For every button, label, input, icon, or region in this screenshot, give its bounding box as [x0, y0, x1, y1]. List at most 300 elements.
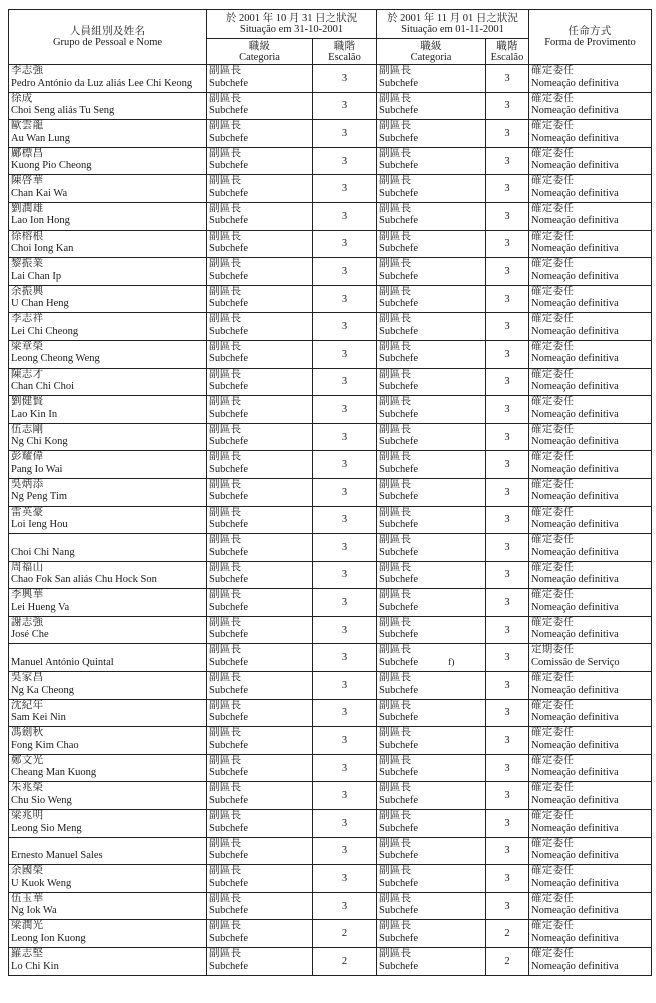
- name-zh: 陳志才: [11, 368, 44, 380]
- escalao-cell-1: 3: [313, 396, 377, 424]
- forma-pt: Nomeação definitiva: [531, 381, 619, 393]
- escalao-cell-1: 3: [313, 230, 377, 258]
- categoria-pt: Subchefe: [379, 243, 419, 255]
- forma-pt: Nomeação definitiva: [531, 932, 619, 944]
- forma-pt: Nomeação definitiva: [531, 822, 619, 834]
- name-cell: [9, 175, 207, 203]
- name-zh: [11, 644, 206, 657]
- categoria-cell-1: [207, 892, 313, 920]
- categoria-pt: Subchefe: [209, 850, 249, 862]
- name-cell: [9, 230, 207, 258]
- header-escalao-2-pt: Escalão: [490, 51, 524, 63]
- forma-cell: [529, 120, 652, 148]
- categoria-zh: 副區長: [209, 147, 242, 159]
- forma-pt: Nomeação definitiva: [531, 794, 619, 806]
- categoria-zh: 副區長: [379, 175, 412, 187]
- escalao-cell-2: 3: [486, 120, 529, 148]
- escalao-cell-1: 2: [313, 920, 377, 948]
- name-cell: [9, 727, 207, 755]
- escalao-cell-2: 2: [486, 920, 529, 948]
- categoria-cell-1: [207, 561, 313, 589]
- categoria-cell-2: [377, 616, 486, 644]
- escalao-cell-2: 3: [486, 451, 529, 479]
- name-cell: [9, 644, 207, 672]
- escalao-cell-1: 3: [313, 727, 377, 755]
- escalao-cell-2: 3: [486, 837, 529, 865]
- categoria-cell-2: [377, 837, 486, 865]
- categoria-pt: Subchefe: [209, 712, 249, 724]
- categoria-cell-1: [207, 258, 313, 286]
- forma-zh: 確定委任: [531, 810, 575, 822]
- forma-zh: 確定委任: [531, 368, 575, 380]
- categoria-zh: 副區長: [379, 837, 412, 849]
- table-row: [9, 810, 652, 838]
- name-zh: 鄭文光: [11, 754, 44, 766]
- name-pt: Choi Chi Nang: [11, 546, 75, 558]
- header-categoria-1-pt: Categoria: [239, 51, 280, 63]
- personnel-table: [8, 9, 652, 976]
- table-row: [9, 837, 652, 865]
- name-cell: [9, 258, 207, 286]
- categoria-pt: Subchefe: [379, 408, 419, 420]
- categoria-pt: Subchefe: [379, 822, 419, 834]
- categoria-zh: 副區長: [209, 589, 242, 601]
- escalao-cell-1: 3: [313, 616, 377, 644]
- categoria-pt: Subchefe: [209, 381, 249, 393]
- categoria-cell-2: [377, 230, 486, 258]
- name-cell: [9, 589, 207, 617]
- categoria-zh: 副區長: [209, 837, 242, 849]
- escalao-cell-1: 3: [313, 672, 377, 700]
- categoria-zh: 副區長: [209, 810, 242, 822]
- name-zh: 李志祥: [11, 313, 44, 325]
- categoria-cell-2: [377, 478, 486, 506]
- forma-cell: [529, 644, 652, 672]
- name-cell: [9, 65, 207, 93]
- categoria-cell-2: [377, 396, 486, 424]
- categoria-zh: 副區長: [209, 230, 242, 242]
- categoria-pt: Subchefe: [209, 739, 249, 751]
- forma-pt: Nomeação definitiva: [531, 215, 619, 227]
- name-pt: Lei Chi Cheong: [11, 325, 79, 337]
- name-zh: 謝志強: [11, 616, 44, 628]
- forma-cell: [529, 699, 652, 727]
- categoria-pt: Subchefe: [209, 519, 249, 530]
- categoria-pt: Subchefe: [209, 243, 249, 255]
- name-cell: [9, 92, 207, 120]
- forma-zh: 確定委任: [531, 313, 575, 325]
- header-categoria-1-zh: 職級: [248, 40, 271, 52]
- categoria-zh: 副區長: [209, 727, 242, 739]
- escalao-cell-2: 3: [486, 423, 529, 451]
- categoria-pt: Subchefe: [209, 491, 249, 503]
- categoria-pt: Subchefe: [209, 960, 249, 972]
- categoria-cell-2: [377, 534, 486, 562]
- forma-cell: [529, 368, 652, 396]
- header-situation-2-zh: 於 2001 年 11 月 01 日之狀況: [387, 13, 518, 24]
- name-pt: Ng Chi Kong: [11, 436, 68, 448]
- forma-cell: [529, 616, 652, 644]
- categoria-zh: 副區長: [209, 534, 242, 546]
- categoria-pt: Subchefe: [209, 546, 249, 558]
- escalao-cell-1: 3: [313, 258, 377, 286]
- forma-cell: [529, 920, 652, 948]
- name-pt: Ng Iok Wa: [11, 905, 57, 917]
- categoria-zh: 副區長: [209, 65, 242, 76]
- categoria-zh: 副區長: [209, 561, 242, 573]
- categoria-zh: 副區長: [379, 230, 412, 242]
- header-forma-column: [529, 10, 652, 65]
- name-zh: 梁潤光: [11, 920, 44, 932]
- categoria-pt: Subchefe: [209, 215, 249, 227]
- header-name-pt: Grupo de Pessoal e Nome: [52, 37, 163, 48]
- categoria-zh: 副區長: [209, 478, 242, 490]
- table-body: [9, 65, 652, 976]
- categoria-cell-1: [207, 147, 313, 175]
- header-escalao-2-zh: 職階: [496, 40, 518, 52]
- escalao-cell-2: 3: [486, 340, 529, 368]
- name-cell: [9, 561, 207, 589]
- escalao-cell-1: 2: [313, 948, 377, 976]
- categoria-pt: Subchefe: [379, 491, 419, 503]
- escalao-cell-2: 3: [486, 561, 529, 589]
- name-cell: [9, 616, 207, 644]
- categoria-pt: Subchefe: [379, 629, 419, 641]
- name-zh: 伍志剛: [11, 423, 44, 435]
- escalao-cell-1: 3: [313, 865, 377, 893]
- categoria-cell-2: [377, 423, 486, 451]
- name-pt: Lao Ion Hong: [11, 215, 70, 227]
- header-categoria-2-pt: Categoria: [410, 51, 452, 63]
- name-cell: [9, 285, 207, 313]
- forma-cell: [529, 506, 652, 534]
- categoria-cell-2: [377, 754, 486, 782]
- escalao-cell-1: 3: [313, 451, 377, 479]
- categoria-pt: Subchefe: [209, 877, 249, 889]
- escalao-cell-1: 3: [313, 534, 377, 562]
- name-pt: Loi Ieng Hou: [11, 519, 68, 530]
- categoria-pt: Subchefe: [209, 160, 249, 172]
- table-row: [9, 506, 652, 534]
- name-cell: [9, 368, 207, 396]
- name-cell: [9, 699, 207, 727]
- categoria-pt: Subchefe: [209, 187, 249, 199]
- header-escalao-2: [486, 39, 529, 65]
- categoria-cell-1: [207, 782, 313, 810]
- header-forma-zh: 任命方式: [568, 26, 612, 37]
- categoria-cell-1: [207, 368, 313, 396]
- escalao-cell-2: 3: [486, 506, 529, 534]
- categoria-cell-2: [377, 258, 486, 286]
- categoria-pt: Subchefe: [209, 629, 249, 641]
- escalao-cell-1: 3: [313, 340, 377, 368]
- name-zh: 徐榕根: [11, 230, 44, 242]
- escalao-cell-2: 3: [486, 202, 529, 230]
- name-zh: 周福山: [11, 561, 44, 573]
- categoria-zh: 副區長: [209, 754, 242, 766]
- categoria-cell-1: [207, 616, 313, 644]
- categoria-cell-1: [207, 396, 313, 424]
- forma-zh: 確定委任: [531, 285, 575, 297]
- categoria-cell-2: [377, 202, 486, 230]
- categoria-zh: 副區長: [209, 644, 242, 656]
- name-pt: Au Wan Lung: [11, 132, 71, 144]
- name-cell: [9, 865, 207, 893]
- forma-pt: Nomeação definitiva: [531, 160, 619, 172]
- categoria-zh: 副區長: [379, 285, 412, 297]
- name-cell: [9, 340, 207, 368]
- forma-pt: Nomeação definitiva: [531, 436, 619, 448]
- name-pt: Cheang Man Kuong: [11, 767, 97, 779]
- forma-pt: Nomeação definitiva: [531, 850, 619, 862]
- forma-zh: 確定委任: [531, 754, 575, 766]
- categoria-zh: 副區長: [209, 506, 242, 518]
- categoria-zh: 副區長: [379, 589, 412, 601]
- forma-cell: [529, 92, 652, 120]
- escalao-cell-1: 3: [313, 175, 377, 203]
- categoria-cell-1: [207, 865, 313, 893]
- escalao-cell-2: 3: [486, 810, 529, 838]
- categoria-cell-2: [377, 782, 486, 810]
- categoria-zh: 副區長: [379, 451, 412, 463]
- table-row: [9, 534, 652, 562]
- escalao-cell-2: 3: [486, 368, 529, 396]
- name-pt: Ng Peng Tim: [11, 491, 68, 503]
- forma-cell: [529, 451, 652, 479]
- categoria-pt: Subchefe: [379, 574, 419, 586]
- categoria-pt: Subchefe: [209, 794, 249, 806]
- escalao-cell-1: 3: [313, 147, 377, 175]
- escalao-cell-1: 3: [313, 65, 377, 93]
- forma-pt: Nomeação definitiva: [531, 105, 619, 117]
- categoria-zh: 副區長: [379, 534, 412, 546]
- escalao-cell-2: 2: [486, 948, 529, 976]
- name-zh: [11, 534, 206, 547]
- categoria-cell-1: [207, 727, 313, 755]
- table-row: [9, 616, 652, 644]
- escalao-cell-1: 3: [313, 202, 377, 230]
- escalao-cell-1: 3: [313, 506, 377, 534]
- categoria-zh: 副區長: [379, 423, 412, 435]
- forma-cell: [529, 837, 652, 865]
- name-cell: [9, 147, 207, 175]
- categoria-zh: 副區長: [209, 782, 242, 794]
- forma-cell: [529, 396, 652, 424]
- name-pt: Pang Io Wai: [11, 463, 63, 475]
- categoria-zh: 副區長: [209, 892, 242, 904]
- categoria-cell-2: [377, 892, 486, 920]
- forma-zh: 確定委任: [531, 258, 575, 270]
- categoria-pt: Subchefe: [379, 160, 419, 172]
- categoria-zh: 副區長: [379, 92, 412, 104]
- categoria-zh: 副區長: [379, 396, 412, 408]
- categoria-zh: 副區長: [209, 699, 242, 711]
- escalao-cell-2: 3: [486, 892, 529, 920]
- categoria-cell-2: [377, 120, 486, 148]
- categoria-pt: Subchefe: [209, 932, 249, 944]
- escalao-cell-2: 3: [486, 285, 529, 313]
- categoria-zh: 副區長: [209, 948, 242, 959]
- categoria-zh: 副區長: [379, 368, 412, 380]
- table-row: [9, 340, 652, 368]
- name-zh: 雷英豪: [11, 506, 44, 518]
- name-cell: [9, 920, 207, 948]
- escalao-cell-1: 3: [313, 561, 377, 589]
- categoria-zh: 副區長: [209, 451, 242, 463]
- forma-zh: 確定委任: [531, 230, 575, 242]
- name-pt: Chan Kai Wa: [11, 187, 68, 199]
- escalao-cell-2: 3: [486, 616, 529, 644]
- forma-cell: [529, 865, 652, 893]
- table-row: [9, 920, 652, 948]
- table-row: [9, 782, 652, 810]
- table-row: [9, 589, 652, 617]
- name-zh: 徐成: [11, 92, 33, 104]
- categoria-cell-2: [377, 865, 486, 893]
- categoria-cell-1: [207, 423, 313, 451]
- escalao-cell-2: 3: [486, 313, 529, 341]
- forma-zh: 確定委任: [531, 616, 575, 628]
- categoria-zh: 副區長: [379, 644, 412, 656]
- forma-zh: 確定委任: [531, 120, 575, 132]
- forma-pt: Nomeação definitiva: [531, 519, 619, 530]
- escalao-cell-1: 3: [313, 423, 377, 451]
- forma-zh: 確定委任: [531, 589, 575, 601]
- name-zh: 陳啓華: [11, 175, 44, 187]
- categoria-cell-1: [207, 837, 313, 865]
- forma-pt: Nomeação definitiva: [531, 877, 619, 889]
- categoria-pt: Subchefe: [209, 767, 249, 779]
- categoria-pt: Subchefe: [209, 298, 249, 310]
- categoria-cell-2: [377, 672, 486, 700]
- forma-zh: 確定委任: [531, 534, 575, 546]
- forma-zh: 確定委任: [531, 782, 575, 794]
- forma-pt: Nomeação definitiva: [531, 270, 619, 282]
- name-zh: 劉潤雄: [11, 202, 44, 214]
- categoria-zh: 副區長: [209, 258, 242, 270]
- escalao-cell-2: 3: [486, 230, 529, 258]
- name-pt: Leong Ion Kuong: [11, 932, 86, 944]
- forma-cell: [529, 423, 652, 451]
- escalao-cell-2: 3: [486, 865, 529, 893]
- categoria-cell-2: [377, 948, 486, 976]
- escalao-cell-2: 3: [486, 644, 529, 672]
- categoria-pt: Subchefe: [379, 519, 419, 530]
- forma-pt: Nomeação definitiva: [531, 325, 619, 337]
- categoria-cell-2: [377, 313, 486, 341]
- name-zh: 馮劍秋: [11, 727, 44, 739]
- categoria-zh: 副區長: [379, 810, 412, 822]
- header-situation-1-zh: 於 2001 年 10 月 31 日之狀況: [225, 13, 358, 24]
- categoria-cell-2: [377, 175, 486, 203]
- header-forma-pt: Forma de Provimento: [544, 37, 636, 48]
- forma-zh: 確定委任: [531, 672, 575, 684]
- categoria-pt: Subchefe: [379, 298, 419, 310]
- categoria-cell-1: [207, 506, 313, 534]
- escalao-cell-1: 3: [313, 644, 377, 672]
- header-situation-1-pt: Situação em 31-10-2001: [239, 24, 344, 35]
- forma-pt: Nomeação definitiva: [531, 243, 619, 255]
- table-row: [9, 175, 652, 203]
- categoria-pt: Subchefe: [379, 436, 419, 448]
- categoria-pt: Subchefe: [209, 325, 249, 337]
- categoria-zh: 副區長: [209, 672, 242, 684]
- categoria-pt: Subchefe: [209, 436, 249, 448]
- categoria-pt: Subchefe: [379, 656, 419, 668]
- name-pt: Sam Kei Nin: [11, 712, 66, 724]
- forma-pt: Nomeação definitiva: [531, 767, 619, 779]
- table-row: [9, 65, 652, 93]
- categoria-pt: Subchefe: [379, 850, 419, 862]
- forma-cell: [529, 534, 652, 562]
- header-escalao-1: [313, 39, 377, 65]
- name-cell: [9, 754, 207, 782]
- categoria-pt: Subchefe: [209, 601, 249, 613]
- forma-pt: Nomeação definitiva: [531, 712, 619, 724]
- categoria-zh: 副區長: [379, 672, 412, 684]
- table-row: [9, 699, 652, 727]
- categoria-zh: 副區長: [209, 368, 242, 380]
- name-pt: Chu Sio Weng: [11, 794, 72, 806]
- categoria-cell-1: [207, 810, 313, 838]
- name-pt: Kuong Pio Cheong: [11, 160, 92, 172]
- categoria-zh: 副區長: [209, 396, 242, 408]
- name-pt: U Kuok Weng: [11, 877, 72, 889]
- escalao-cell-2: 3: [486, 589, 529, 617]
- categoria-zh: 副區長: [379, 892, 412, 904]
- name-pt: Chan Chi Choi: [11, 381, 75, 393]
- name-cell: [9, 892, 207, 920]
- categoria-cell-2: [377, 285, 486, 313]
- categoria-cell-2: [377, 727, 486, 755]
- name-cell: [9, 948, 207, 976]
- name-zh: 朱兆榮: [11, 782, 44, 794]
- forma-pt: Nomeação definitiva: [531, 463, 619, 475]
- name-zh: 梁章榮: [11, 340, 44, 352]
- table-row: [9, 948, 652, 976]
- table-row: [9, 368, 652, 396]
- categoria-cell-2: [377, 589, 486, 617]
- categoria-pt: Subchefe: [379, 960, 419, 972]
- name-zh: 余國榮: [11, 865, 44, 877]
- name-zh: 梁兆明: [11, 810, 44, 822]
- categoria-cell-1: [207, 948, 313, 976]
- escalao-cell-2: 3: [486, 396, 529, 424]
- categoria-cell-1: [207, 340, 313, 368]
- forma-cell: [529, 230, 652, 258]
- name-cell: [9, 423, 207, 451]
- escalao-cell-1: 3: [313, 368, 377, 396]
- categoria-zh: 副區長: [209, 920, 242, 932]
- categoria-cell-1: [207, 589, 313, 617]
- name-cell: [9, 782, 207, 810]
- categoria-zh: 副區長: [379, 561, 412, 573]
- categoria-zh: 副區長: [209, 340, 242, 352]
- forma-cell: [529, 258, 652, 286]
- categoria-pt: Subchefe: [379, 463, 419, 475]
- categoria-cell-1: [207, 644, 313, 672]
- categoria-zh: 副區長: [379, 754, 412, 766]
- table-row: [9, 478, 652, 506]
- forma-zh: 確定委任: [531, 865, 575, 877]
- forma-cell: [529, 810, 652, 838]
- categoria-pt: Subchefe: [209, 463, 249, 475]
- name-pt: Choi Seng aliás Tu Seng: [11, 105, 115, 117]
- forma-zh: 確定委任: [531, 340, 575, 352]
- forma-zh: 確定委任: [531, 837, 575, 849]
- escalao-cell-1: 3: [313, 313, 377, 341]
- categoria-pt: Subchefe: [209, 574, 249, 586]
